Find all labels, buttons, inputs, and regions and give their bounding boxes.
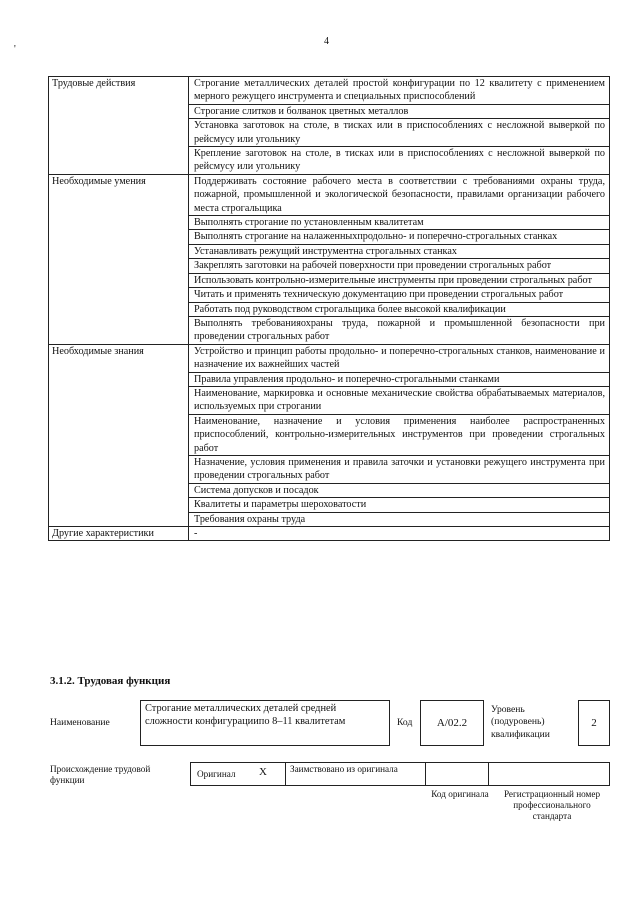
requirement-cell: Наименование, маркировка и основные механические свойства обрабатываемых материалов, используемых при строгании — [189, 386, 610, 414]
table-row — [49, 174, 610, 215]
origin-label: Происхождение трудовой функции — [50, 764, 151, 785]
requirement-cell: Устанавливать режущий инструментна строгальных станках — [189, 244, 610, 258]
registration-number-caption: Регистрационный номер профессионального стандарта — [503, 789, 601, 821]
requirement-cell: Выполнять строгание на налаженныхпродольно- и поперечно-строгальных станках — [189, 230, 610, 244]
requirement-cell: Установка заготовок на столе, в тисках или в приспособлениях с несложной выверкой по рейсмусу или угольнику — [189, 119, 610, 147]
registration-number-cell — [488, 762, 610, 786]
original-cell — [190, 762, 286, 786]
requirements-table — [48, 76, 610, 541]
requirement-cell: - — [189, 527, 610, 541]
qualification-level-box: 2 — [578, 700, 610, 746]
requirement-cell: Наименование, назначение и условия применения наиболее распространенных приспособлений, контрольно-измерительных инструментов при проведении строгальных работ — [189, 414, 610, 455]
requirement-cell: Выполнять строгание по установленным квалитетам — [189, 216, 610, 230]
requirement-cell: Требования охраны труда — [189, 512, 610, 526]
margin-mark: ' — [14, 44, 16, 55]
requirement-cell: Использовать контрольно-измерительные инструменты при проведении строгальных работ — [189, 273, 610, 287]
code-original-caption: Код оригинала — [431, 789, 489, 799]
requirement-cell: Читать и применять техническую документацию при проведении строгальных работ — [189, 288, 610, 302]
code-label: Код — [397, 717, 413, 728]
requirement-cell: Работать под руководством строгальщика более высокой квалификации — [189, 302, 610, 316]
section-title: 3.1.2. Трудовая функция — [50, 675, 171, 687]
table-row — [49, 77, 610, 105]
section-label: Другие характеристики — [49, 527, 189, 541]
requirement-cell: Строгание слитков и болванок цветных металлов — [189, 104, 610, 118]
table-row — [49, 344, 610, 372]
code-original-cell — [425, 762, 489, 786]
function-name-box: Строгание металлических деталей средней сложности конфигурациипо 8–11 квалитетам — [140, 700, 390, 746]
requirement-cell: Правила управления продольно- и поперечно-строгальными станками — [189, 372, 610, 386]
section-label: Необходимые знания — [49, 344, 189, 526]
requirement-cell: Закреплять заготовки на рабочей поверхности при проведении строгальных работ — [189, 259, 610, 273]
section-label: Трудовые действия — [49, 77, 189, 175]
section-label: Необходимые умения — [49, 174, 189, 344]
requirement-cell: Крепление заготовок на столе, в тисках или в приспособлениях с несложной выверкой по рейсмусу или угольнику — [189, 147, 610, 175]
function-code-box: A/02.2 — [420, 700, 484, 746]
requirement-cell: Устройство и принцип работы продольно- и поперечно-строгальных станков, наименование и назначение их важнейших частей — [189, 344, 610, 372]
requirement-cell: Строгание металлических деталей простой конфигурации по 12 квалитету с применением мерного режущего инструмента и специальных приспособлений — [189, 77, 610, 105]
requirement-cell: Выполнять требованияохраны труда, пожарной и промышленной безопасности при проведении строгальных работ — [189, 316, 610, 344]
original-label: Оригинал — [197, 769, 236, 779]
requirement-cell: Поддерживать состояние рабочего места в соответствии с требованиями охраны труда, пожарной, промышленной и экологической безопасности, правилами организации рабочего места строгальщика — [189, 174, 610, 215]
requirement-cell: Система допусков и посадок — [189, 483, 610, 497]
table-row — [49, 527, 610, 541]
requirement-cell: Назначение, условия применения и правила заточки и установки режущего инструмента при проведении строгальных работ — [189, 455, 610, 483]
requirement-cell: Квалитеты и параметры шероховатости — [189, 498, 610, 512]
original-mark: X — [259, 766, 267, 778]
name-label: Наименование — [50, 717, 110, 728]
page-number: 4 — [324, 36, 329, 47]
level-label: Уровень (подуровень) квалификации — [491, 704, 550, 740]
borrowed-cell: Заимствовано из оригинала — [285, 762, 426, 786]
